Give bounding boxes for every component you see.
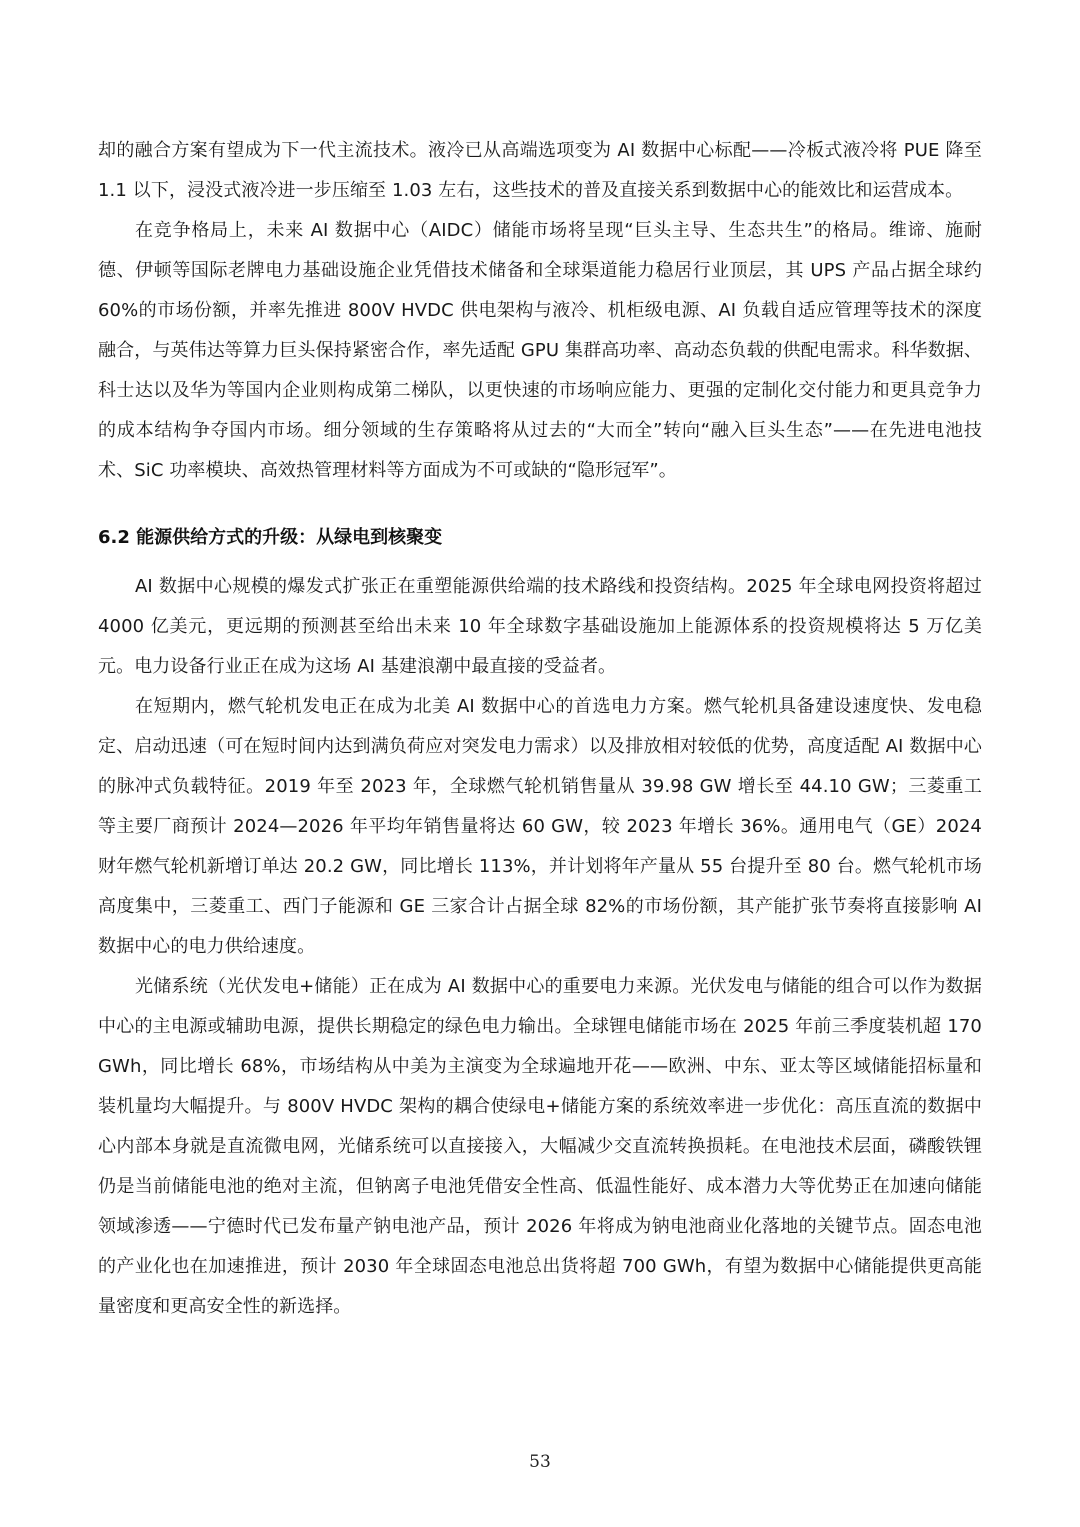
paragraph-liquid-cooling: 却的融合方案有望成为下一代主流技术。液冷已从高端选项变为 AI 数据中心标配——冷板式液冷将 PUE 降至 1.1 以下，浸没式液冷进一步压缩至 1.03 左右，这些技术的普及直接关系到数据中心的能效比和运营成本。 [98,140,982,201]
page-body [98,131,982,1327]
paragraph-energy-investment: AI 数据中心规模的爆发式扩张正在重塑能源供给端的技术路线和投资结构。2025 年全球电网投资将超过 4000 亿美元，更远期的预测甚至给出未来 10 年全球数字基础设施加上能源体系的投资规模将达 5 万亿美元。电力设备行业正在成为这场 AI 基建浪潮中最直接的受益者。 [98,576,982,677]
section-heading-6-2: 6.2 能源供给方式的升级：从绿电到核聚变 [98,527,443,548]
paragraph-solar-storage: 光储系统（光伏发电+储能）正在成为 AI 数据中心的重要电力来源。光伏发电与储能的组合可以作为数据中心的主电源或辅助电源，提供长期稳定的绿色电力输出。全球锂电储能市场在 2025 年前三季度装机超 170 GWh，同比增长 68%，市场结构从中美为主演变为全球遍地开花——欧洲、中东、亚太等区域储能招标量和装机量均大幅提升。与 800V HVDC 架构的耦合使绿电+储能方案的系统效率进一步优化：高压直流的数据中心内部本身就是直流微电网，光储系统可以直接接入，大幅减少交直流转换损耗。在电池技术层面，磷酸铁锂仍是当前储能电池的绝对主流，但钠离子电池凭借安全性高、低温性能好、成本潜力大等优势正在加速向储能领域渗透——宁德时代已发布量产钠电池产品，预计 2026 年将成为钠电池商业化落地的关键节点。固态电池的产业化也在加速推进，预计 2030 年全球固态电池总出货将超 700 GWh，有望为数据中心储能提供更高能量密度和更高安全性的新选择。 [98,976,982,1317]
page-number: 53 [529,1452,551,1472]
paragraph-gas-turbine: 在短期内，燃气轮机发电正在成为北美 AI 数据中心的首选电力方案。燃气轮机具备建设速度快、发电稳定、启动迅速（可在短时间内达到满负荷应对突发电力需求）以及排放相对较低的优势，高度适配 AI 数据中心的脉冲式负载特征。2019 年至 2023 年，全球燃气轮机销售量从 39.98 GW 增长至 44.10 GW；三菱重工等主要厂商预计 2024—2026 年平均年销售量将达 60 GW，较 2023 年增长 36%。通用电气（GE）2024 财年燃气轮机新增订单达 20.2 GW，同比增长 113%，并计划将年产量从 55 台提升至 80 台。燃气轮机市场高度集中，三菱重工、西门子能源和 GE 三家合计占据全球 82%的市场份额，其产能扩张节奏将直接影响 AI 数据中心的电力供给速度。 [98,696,982,957]
paragraph-competitive-landscape: 在竞争格局上，未来 AI 数据中心（AIDC）储能市场将呈现“巨头主导、生态共生”的格局。维谛、施耐德、伊顿等国际老牌电力基础设施企业凭借技术储备和全球渠道能力稳居行业顶层，其 UPS 产品占据全球约 60%的市场份额，并率先推进 800V HVDC 供电架构与液冷、机柜级电源、AI 负载自适应管理等技术的深度融合，与英伟达等算力巨头保持紧密合作，率先适配 GPU 集群高功率、高动态负载的供配电需求。科华数据、科士达以及华为等国内企业则构成第二梯队，以更快速的市场响应能力、更强的定制化交付能力和更具竞争力的成本结构争夺国内市场。细分领域的生存策略将从过去的“大而全”转向“融入巨头生态”——在先进电池技术、SiC 功率模块、高效热管理材料等方面成为不可或缺的“隐形冠军”。 [98,220,982,481]
